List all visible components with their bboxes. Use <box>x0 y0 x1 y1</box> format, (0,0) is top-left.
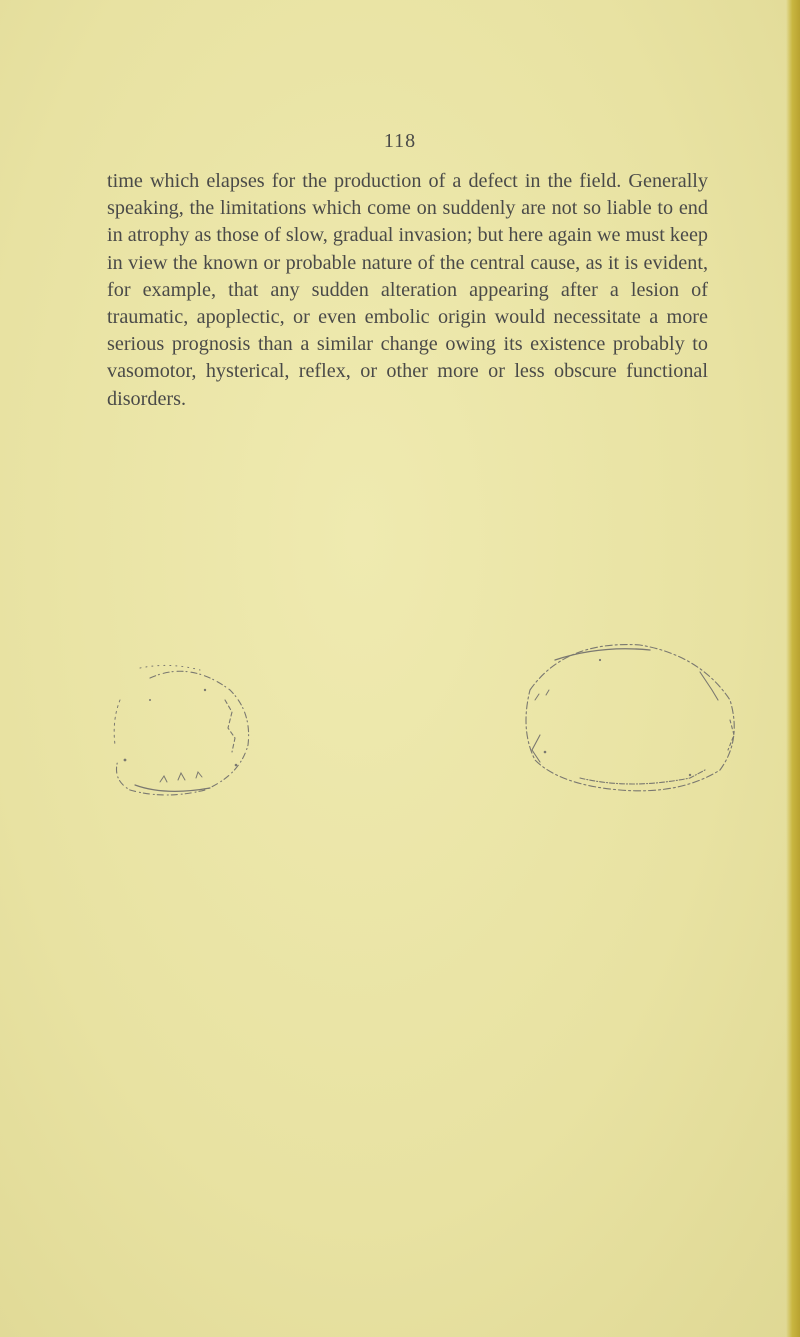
visual-field-diagrams <box>0 630 800 810</box>
visual-field-figure <box>0 630 800 810</box>
page-number: 118 <box>383 130 417 152</box>
right-visual-field-chart <box>526 645 734 791</box>
left-visual-field-chart <box>114 665 248 795</box>
body-paragraph: time which elapses for the production of a defect in the field. Generally speaking, the limitations which come on suddenly are not so liable to end in atrophy as those of slow, gradual invasion; but here again we must keep in view the known or probable nature of the central cause, as it is evident, for example, that any sudden alteration appearing after a lesion of traumatic, apoplectic, or even embolic origin would necessitate a more serious prognosis than a similar change owing its existence probably to vasomotor, hysterical, reflex, or other more or less obscure functional disorders. <box>107 170 708 410</box>
